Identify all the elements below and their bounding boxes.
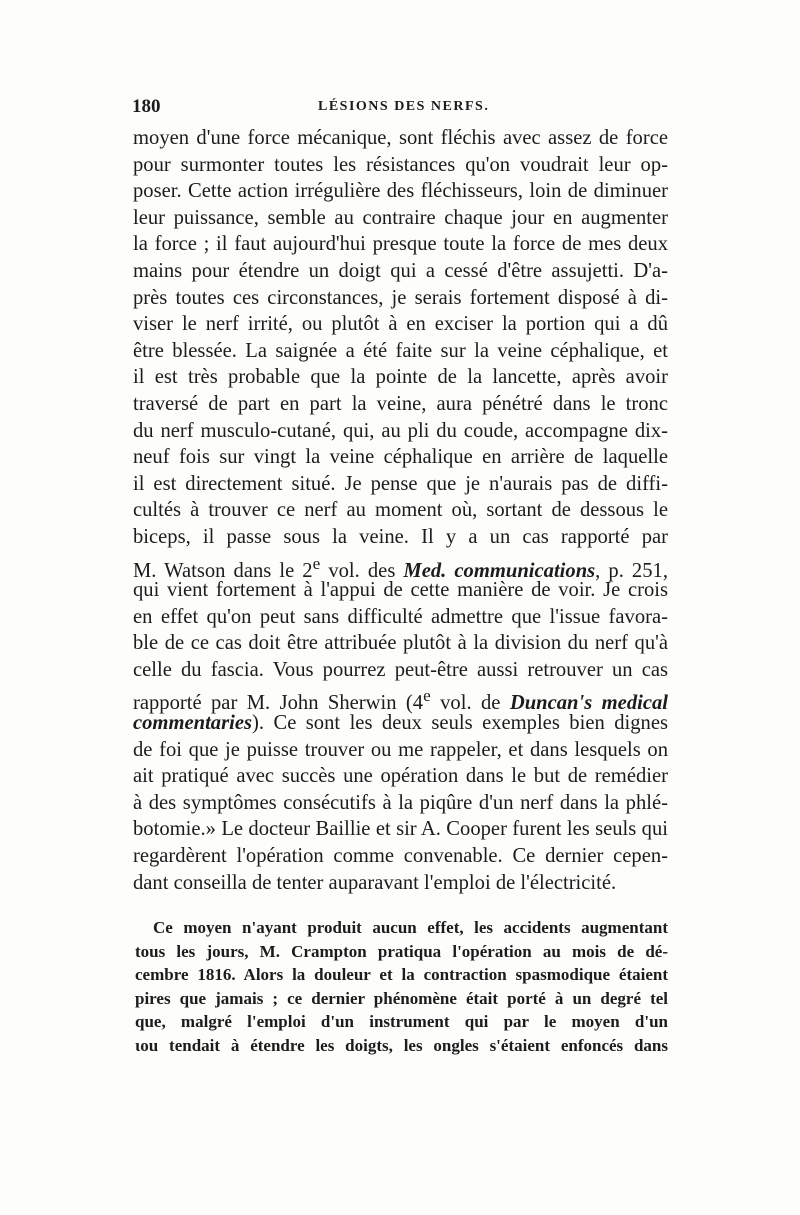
text-line: la force ; il faut aujourd'hui presque toute la force de mes deux <box>133 233 668 256</box>
main-text <box>133 125 668 896</box>
text-line: leur puissance, semble au contraire chaque jour en augmenter <box>133 206 668 229</box>
text-line: de foi que je puisse trouver ou me rappeler, et dans lesquels on <box>133 738 668 761</box>
secondary-text <box>135 916 668 1057</box>
note-line: cembre 1816. Alors la douleur et la contraction spasmodique étaient <box>135 965 668 984</box>
text-line: ble de ce cas doit être attribuée plutôt à la division du nerf qu'à <box>133 632 668 655</box>
text-line: neuf fois sur vingt la veine céphalique en arrière de laquelle <box>133 446 668 469</box>
note-line: pires que jamais ; ce dernier phénomène était porté à un degré tel <box>135 988 668 1008</box>
italic-title: Duncan's medical <box>509 692 668 715</box>
note-line: que, malgré l'emploi d'un instrument qui par le moyen d'un <box>135 1012 668 1031</box>
text-line: traversé de part en part la veine, aura pénétré dans le tronc <box>133 392 668 415</box>
text-line: botomie.» Le docteur Baillie et sir A. Cooper furent les seuls qui <box>133 818 668 841</box>
line-text: M. Watson dans le 2 <box>133 559 313 582</box>
running-title: LÉSIONS DES NERFS. <box>318 99 490 114</box>
note-line: ιou tendait à étendre les doigts, les ongles s'étaient enfoncés dans <box>135 1035 668 1055</box>
text-line: dant conseilla de tenter auparavant l'emploi de l'électricité. <box>133 871 617 894</box>
text-line: qui vient fortement à l'appui de cette manière de voir. Je crois <box>133 579 668 602</box>
italic-title: commentaries <box>133 712 252 735</box>
text-line: il est directement situé. Je pense que je n'aurais pas de diffi- <box>133 472 668 495</box>
text-line: du nerf musculo-cutané, qui, au pli du coude, accompagne dix- <box>133 419 668 442</box>
text-line: être blessée. La saignée a été faite sur la veine céphalique, et <box>133 339 668 362</box>
text-line: viser le nerf irrité, ou plutôt à en exciser la portion qui a dû <box>133 313 668 336</box>
text-line: poser. Cette action irrégulière des fléchisseurs, loin de diminuer <box>133 180 668 203</box>
line-text: rapporté par M. John Sherwin (4 <box>133 692 424 715</box>
text-line: pour surmonter toutes les résistances qu'on voudrait leur op- <box>133 153 668 176</box>
page-header <box>132 96 668 120</box>
text-line: à des symptômes consécutifs à la piqûre d'un nerf dans la phlé- <box>133 791 668 814</box>
text-line: en effet qu'on peut sans difficulté admettre que l'issue favora- <box>133 605 668 628</box>
text-line: près toutes ces circonstances, je serais fortement disposé à di- <box>133 286 668 309</box>
text-line-watson <box>133 551 668 582</box>
superscript: e <box>423 686 431 706</box>
text-line: cultés à trouver ce nerf au moment où, sortant de dessous le <box>133 499 668 522</box>
text-line: il est très probable que la pointe de la lancette, après avoir <box>133 366 668 389</box>
text-line: mains pour étendre un doigt qui a cessé d'être assujetti. D'a- <box>133 259 668 282</box>
italic-title: Med. communications <box>403 559 596 582</box>
text-line: ait pratiqué avec succès une opération dans le but de remédier <box>133 765 668 788</box>
line-text: , p. 251, <box>595 559 668 582</box>
text-line: celle du fascia. Vous pourrez peut-être aussi retrouver un cas <box>133 658 668 681</box>
page-number: 180 <box>132 96 161 117</box>
line-text: vol. de <box>430 692 510 715</box>
note-line: tous les jours, M. Crampton pratiqua l'opération au mois de dé- <box>135 941 668 961</box>
text-line: biceps, il passe sous la veine. Il y a un cas rapporté par <box>133 525 668 548</box>
superscript: e <box>312 553 321 573</box>
line-text: ). Ce sont les deux seuls exemples bien dignes <box>251 712 668 735</box>
note-line: Ce moyen n'ayant produit aucun effet, les accidents augmentant <box>153 918 668 937</box>
text-line: regardèrent l'opération comme convenable. Ce dernier cepen- <box>133 845 668 868</box>
text-line-sherwin <box>133 683 668 715</box>
text-line-commentaries <box>133 710 668 737</box>
line-text: vol. des <box>320 559 404 582</box>
text-line: moyen d'une force mécanique, sont fléchis avec assez de force <box>133 127 668 149</box>
